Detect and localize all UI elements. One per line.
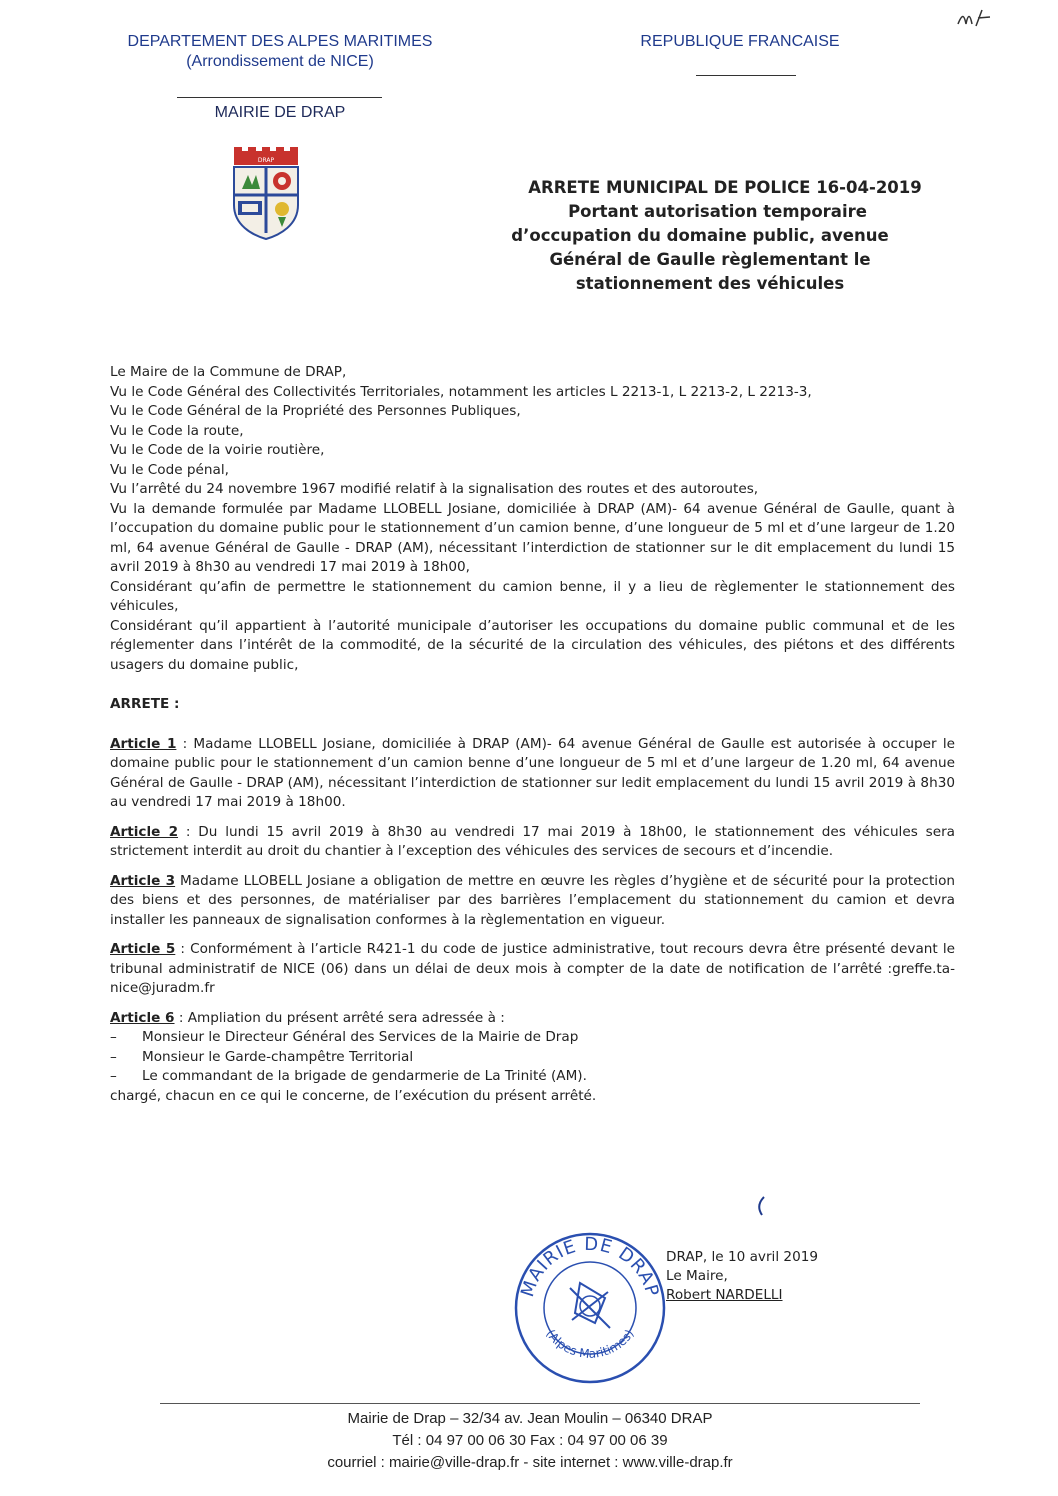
article-1: Article 1 : Madame LLOBELL Josiane, domiciliée à DRAP (AM)- 64 avenue Général de Gaulle est autorisée à occuper le domaine public pour le stationnement d’un camion benne d’une longueur de 5 ml et d’une largeur de 1.20 ml, 64 avenue Général de Gaulle - DRAP (AM), nécessitant l’interdiction de stationner sur ledit emplacement du lundi 15 avril 2019 à 8h30 au vendredi 17 mai 2019 à 18h00. <box>110 735 955 810</box>
distribution-item: – Le commandant de la brigade de gendarmerie de La Trinité (AM). <box>110 1068 587 1084</box>
preamble-line: Considérant qu’afin de permettre le stationnement du camion benne, il y a lieu de règlementer le stationnement des véhicules, <box>110 578 955 614</box>
article-text: Conformément à l’article R421-1 du code de justice administrative, tout recours devra être présenté devant le tribunal administratif de NICE (06) dans un délai de deux mois à compter de la date de notification de l’arrêté :greffe.ta-nice@juradm.fr <box>110 941 955 996</box>
svg-text:(Alpes Maritimes): (Alpes Maritimes) <box>543 1326 637 1361</box>
closing-line: chargé, chacun en ce qui le concerne, de l’exécution du présent arrêté. <box>110 1087 597 1104</box>
footer-phone-fax: Tél : 04 97 00 06 30 Fax : 04 97 00 06 39 <box>392 1432 668 1449</box>
article-3 <box>110 872 955 931</box>
signature-name: Robert NARDELLI <box>666 1287 783 1303</box>
article-label: Article 6 <box>110 1009 175 1026</box>
decree-subject-line: stationnement des véhicules <box>575 274 845 293</box>
town-crest <box>228 145 304 241</box>
article-label: Article 1 <box>110 735 177 752</box>
republique-francaise: REPUBLIQUE FRANCAISE <box>640 33 840 50</box>
mairie-name: MAIRIE DE DRAP <box>214 104 346 121</box>
article-5: Article 5 : Conformément à l’article R421-1 du code de justice administrative, tout recours devra être présenté devant le tribunal administratif de NICE (06) dans un délai de deux mois à compter de la date de notification de l’arrêté :greffe.ta-nice@juradm.fr <box>110 941 955 996</box>
corner-initials <box>950 4 1020 34</box>
article-label: Article 5 <box>110 941 176 957</box>
footer <box>230 1408 830 1474</box>
signature-place-date: DRAP, le 10 avril 2019 <box>666 1249 819 1265</box>
svg-text:MAIRIE DE DRAP: MAIRIE DE DRAP <box>517 1233 663 1300</box>
article-label: Article 3 <box>110 872 176 889</box>
article-text: Du lundi 15 avril 2019 à 8h30 au vendredi 17 mai 2019 à 18h00, le stationnement des véhicules sera strictement interdit au droit du chantier à l’exception des véhicules des services de secours et d’incendie. <box>110 823 955 859</box>
footer-contact: courriel : mairie@ville-drap.fr - site internet : www.ville-drap.fr <box>327 1454 733 1471</box>
preamble-line: Vu le Code de la voirie routière, <box>110 442 325 458</box>
footer-divider <box>160 1403 920 1404</box>
signature-block <box>666 1248 866 1305</box>
preamble-line: Le Maire de la Commune de DRAP, <box>110 364 347 380</box>
preamble-line: Vu le Code Général des Collectivités Territoriales, notamment les articles L 2213-1, L 2213-2, L 2213-3, <box>110 383 812 400</box>
coat-of-arms-icon <box>228 145 304 241</box>
preamble-line: Vu le Code la route, <box>110 422 244 439</box>
crest-label: DRAP <box>257 157 275 164</box>
preamble-line: Vu le Code Général de la Propriété des Personnes Publiques, <box>110 403 521 419</box>
decree-subject-line: Général de Gaulle règlementant le <box>549 250 871 269</box>
article-text: : Ampliation du présent arrêté sera adressée à : <box>174 1009 505 1026</box>
header-right-divider <box>696 75 796 76</box>
header-left-divider <box>177 97 382 98</box>
decree-title <box>480 176 1000 296</box>
distribution-item: – Monsieur le Directeur Général des Services de la Mairie de Drap <box>110 1029 579 1045</box>
handwritten-initials-mark <box>950 4 1020 34</box>
signature-mark <box>752 1195 772 1217</box>
signature-stroke-icon <box>752 1195 772 1217</box>
article-2: Article 2 : Du lundi 15 avril 2019 à 8h30 au vendredi 17 mai 2019 à 18h00, le stationnement des véhicules sera strictement interdit au droit du chantier à l’exception des véhicules des services de secours et d’incendie. <box>110 823 955 859</box>
department-name: DEPARTEMENT DES ALPES MARITIMES <box>127 33 433 50</box>
distribution-item: – Monsieur le Garde-champêtre Territorial <box>110 1048 414 1065</box>
decree-body <box>110 363 955 1106</box>
mairie-stamp <box>510 1228 670 1388</box>
article-text: Madame LLOBELL Josiane a obligation de mettre en œuvre les règles d’hygiène et de sécurité pour la protection des biens et des personnes, de matérialiser par des barrières l’emplacement du stationnement du camion et devra installer les panneaux de signalisation conformes à la règlementation en vigueur. <box>110 872 956 928</box>
decree-subject-line: d’occupation du domaine public, avenue <box>511 226 889 245</box>
arrondissement: (Arrondissement de NICE) <box>186 53 374 70</box>
header-left <box>100 33 460 71</box>
article-text: Madame LLOBELL Josiane, domiciliée à DRAP (AM)- 64 avenue Général de Gaulle est autorisée à occuper le domaine public pour le stationnement d’un camion benne d’une longueur de 5 ml et d’une largeur de 1.20 ml, 64 avenue Général de Gaulle - DRAP (AM), nécessitant l’interdiction de stationner sur ledit emplacement du lundi 15 avril 2019 à 8h30 au vendredi 17 mai 2019 à 18h00. <box>110 735 955 810</box>
preamble-line: Vu le Code pénal, <box>110 461 229 478</box>
article-label: Article 2 <box>110 823 179 840</box>
decree-subject-line: Portant autorisation temporaire <box>568 202 867 221</box>
footer-address: Mairie de Drap – 32/34 av. Jean Moulin – 06340 DRAP <box>347 1410 713 1427</box>
signature-role: Le Maire, <box>666 1268 728 1284</box>
arrete-label: ARRETE : <box>110 696 180 712</box>
preamble-line: Vu la demande formulée par Madame LLOBELL Josiane, domiciliée à DRAP (AM)- 64 avenue Général de Gaulle, quant à l’occupation du domaine public pour le stationnement d’un camion benne, d’une longueur de 5 ml et d’une largeur de 1.20 ml, 64 avenue Général de Gaulle - DRAP (AM), nécessitant l’interdiction de stationner sur le dit emplacement du lundi 15 avril 2019 à 8h30 au vendredi 17 mai 2019 à 18h00, <box>110 500 955 575</box>
article-6 <box>110 1009 955 1029</box>
official-stamp-icon <box>510 1228 670 1388</box>
decree-number: ARRETE MUNICIPAL DE POLICE 16-04-2019 <box>528 178 922 197</box>
preamble-line: Vu l’arrêté du 24 novembre 1967 modifié relatif à la signalisation des routes et des autoroutes, <box>110 481 759 497</box>
preamble-line: Considérant qu’il appartient à l’autorité municipale d’autoriser les occupations du domaine public communal et de les réglementer dans l’intérêt de la commodité, de la sécurité de la circulation des véhicules, des piétons et des différents usagers du domaine public, <box>110 617 955 673</box>
